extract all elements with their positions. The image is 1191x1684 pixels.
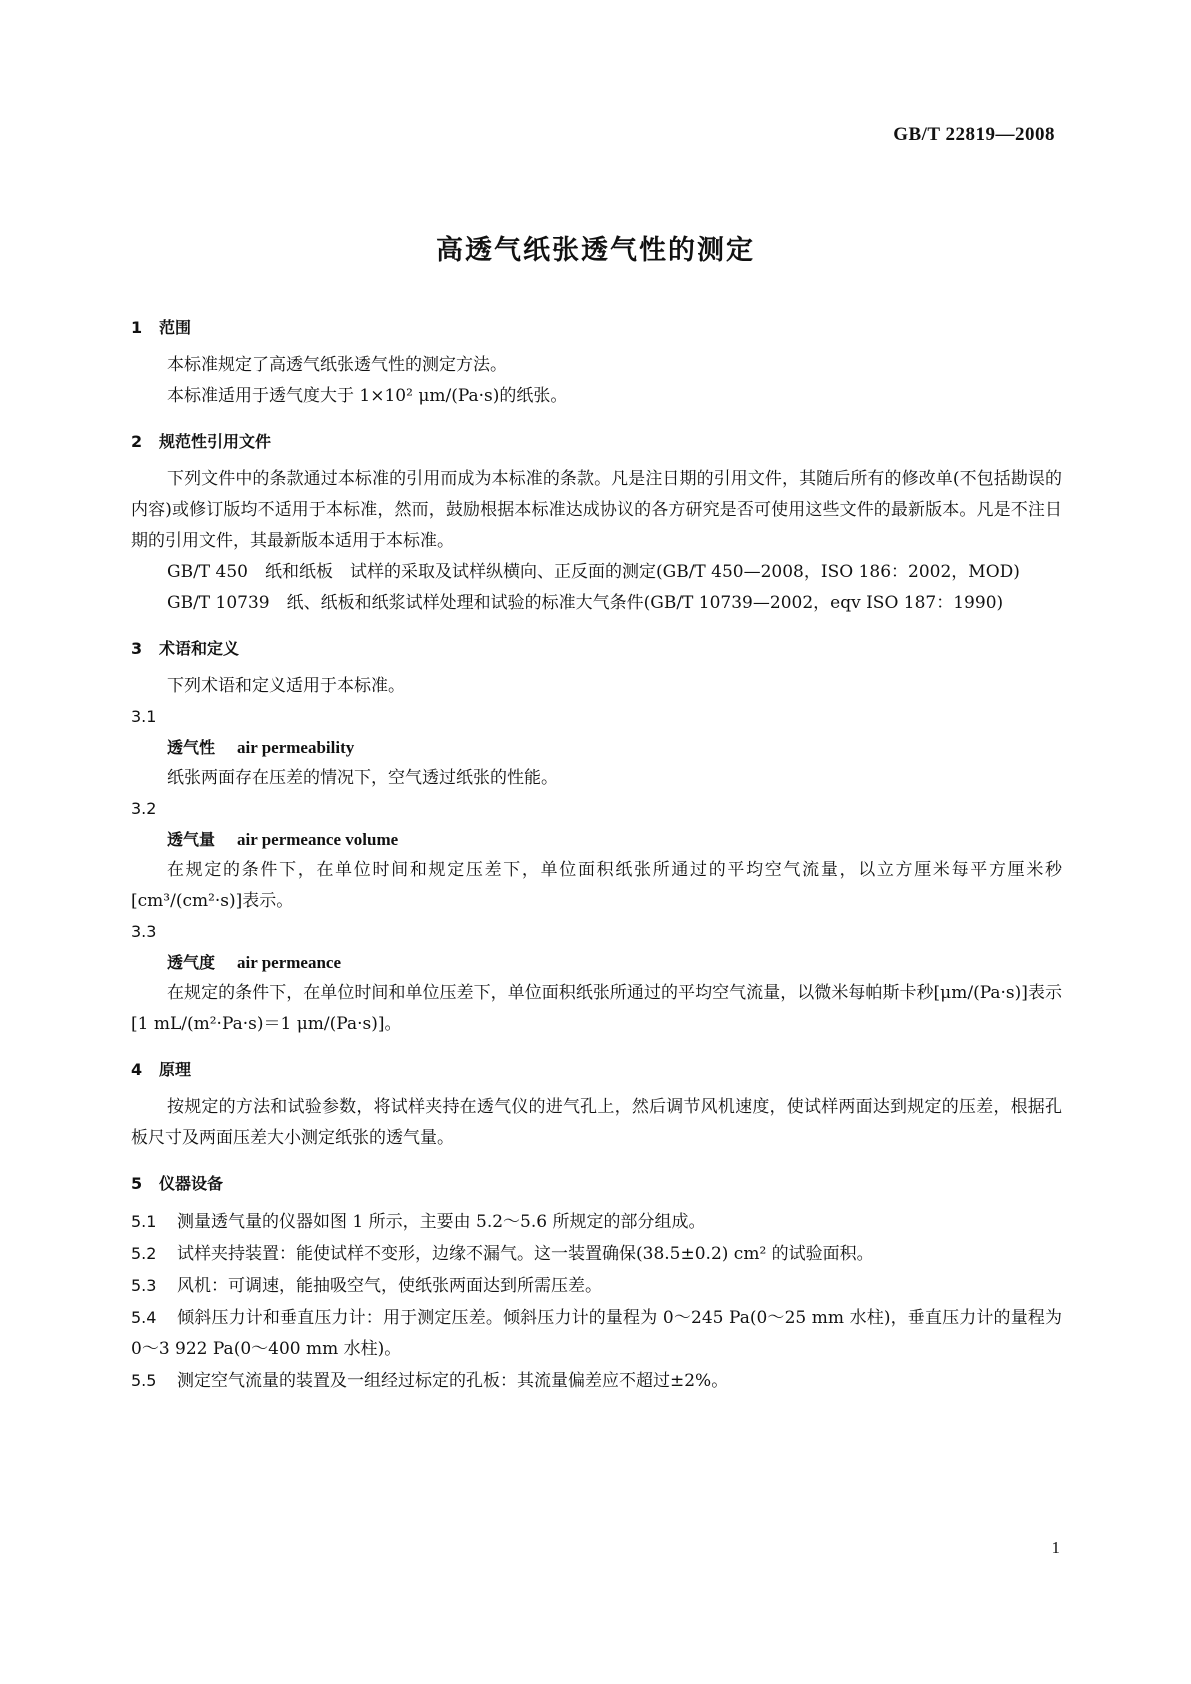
item-number: 5.3 xyxy=(131,1276,157,1295)
section-number: 5 xyxy=(131,1174,143,1193)
item-number: 5.2 xyxy=(131,1244,157,1263)
item-number: 5.4 xyxy=(131,1308,157,1327)
term-definition: 纸张两面存在压差的情况下，空气透过纸张的性能。 xyxy=(167,768,558,788)
paragraph: 下列文件中的条款通过本标准的引用而成为本标准的条款。凡是注日期的引用文件，其随后所有的修改单(不包括勘误的内容)或修订版均不适用于本标准，然而，鼓励根据本标准达成协议的各方研究是否可使用这些文件的最新版本。凡是不注日期的引用文件，其最新版本适用于本标准。 xyxy=(131,469,1062,551)
term-entry xyxy=(167,732,1062,763)
term-definition: 在规定的条件下，在单位时间和单位压差下，单位面积纸张所通过的平均空气流量，以微米每帕斯卡秒[μm/(Pa·s)]表示[1 mL/(m²·Pa·s)＝1 μm/(Pa·s)]。 xyxy=(131,983,1062,1034)
section-title: 原理 xyxy=(159,1060,192,1079)
term-definition: 在规定的条件下，在单位时间和规定压差下，单位面积纸张所通过的平均空气流量，以立方厘米每平方厘米秒[cm³/(cm²·s)]表示。 xyxy=(131,860,1062,911)
section-title: 规范性引用文件 xyxy=(159,432,272,451)
term-en: air permeance xyxy=(237,953,342,972)
term-en: air permeance volume xyxy=(237,830,399,849)
apparatus-item xyxy=(131,1365,1062,1397)
item-text: 试样夹持装置：能使试样不变形，边缘不漏气。这一装置确保(38.5±0.2) cm² 的试验面积。 xyxy=(177,1244,874,1264)
apparatus-item xyxy=(131,1206,1062,1238)
item-text: 测量透气量的仪器如图 1 所示，主要由 5.2～5.6 所规定的部分组成。 xyxy=(177,1212,706,1232)
paragraph: 下列术语和定义适用于本标准。 xyxy=(167,676,405,696)
document-body xyxy=(131,318,1062,1397)
section-heading-normative-references xyxy=(131,432,1062,452)
clause-number: 3.2 xyxy=(131,799,157,818)
page-number: 1 xyxy=(1051,1538,1060,1557)
item-number: 5.1 xyxy=(131,1212,157,1231)
apparatus-item xyxy=(131,1302,1062,1365)
item-text: 测定空气流量的装置及一组经过标定的孔板：其流量偏差应不超过±2%。 xyxy=(177,1371,729,1391)
term-en: air permeability xyxy=(237,738,355,757)
paragraph: 本标准规定了高透气纸张透气性的测定方法。 xyxy=(167,355,507,375)
apparatus-item xyxy=(131,1270,1062,1302)
term-zh: 透气性 xyxy=(167,738,216,757)
reference-entry: GB/T 10739 纸、纸板和纸浆试样处理和试验的标准大气条件(GB/T 10739—2002，eqv ISO 187：1990) xyxy=(167,593,1004,613)
item-text: 风机：可调速，能抽吸空气，使纸张两面达到所需压差。 xyxy=(177,1276,602,1296)
reference-entry: GB/T 450 纸和纸板 试样的采取及试样纵横向、正反面的测定(GB/T 450—2008，ISO 186：2002，MOD) xyxy=(167,562,1020,582)
item-text: 倾斜压力计和垂直压力计：用于测定压差。倾斜压力计的量程为 0～245 Pa(0～25 mm 水柱)，垂直压力计的量程为 0～3 922 Pa(0～400 mm 水柱)。 xyxy=(131,1308,1062,1359)
term-zh: 透气度 xyxy=(167,953,216,972)
term-entry xyxy=(167,824,1062,855)
section-number: 2 xyxy=(131,432,143,451)
clause-number: 3.3 xyxy=(131,922,157,941)
section-number: 1 xyxy=(131,318,143,337)
section-heading-scope xyxy=(131,318,1062,338)
paragraph: 本标准适用于透气度大于 1×10² μm/(Pa·s)的纸张。 xyxy=(167,386,568,406)
clause-number: 3.1 xyxy=(131,707,157,726)
term-entry xyxy=(167,947,1062,978)
section-title: 仪器设备 xyxy=(159,1174,224,1193)
document-code: GB/T 22819—2008 xyxy=(893,124,1055,145)
section-heading-terms xyxy=(131,639,1062,659)
page-title: 高透气纸张透气性的测定 xyxy=(436,235,755,266)
section-heading-principle xyxy=(131,1060,1062,1080)
section-number: 3 xyxy=(131,639,143,658)
section-number: 4 xyxy=(131,1060,143,1079)
section-title: 范围 xyxy=(159,318,192,337)
item-number: 5.5 xyxy=(131,1371,157,1390)
term-zh: 透气量 xyxy=(167,830,216,849)
section-title: 术语和定义 xyxy=(159,639,240,658)
apparatus-item xyxy=(131,1238,1062,1270)
paragraph: 按规定的方法和试验参数，将试样夹持在透气仪的进气孔上，然后调节风机速度，使试样两面达到规定的压差，根据孔板尺寸及两面压差大小测定纸张的透气量。 xyxy=(131,1097,1062,1148)
section-heading-apparatus xyxy=(131,1174,1062,1194)
